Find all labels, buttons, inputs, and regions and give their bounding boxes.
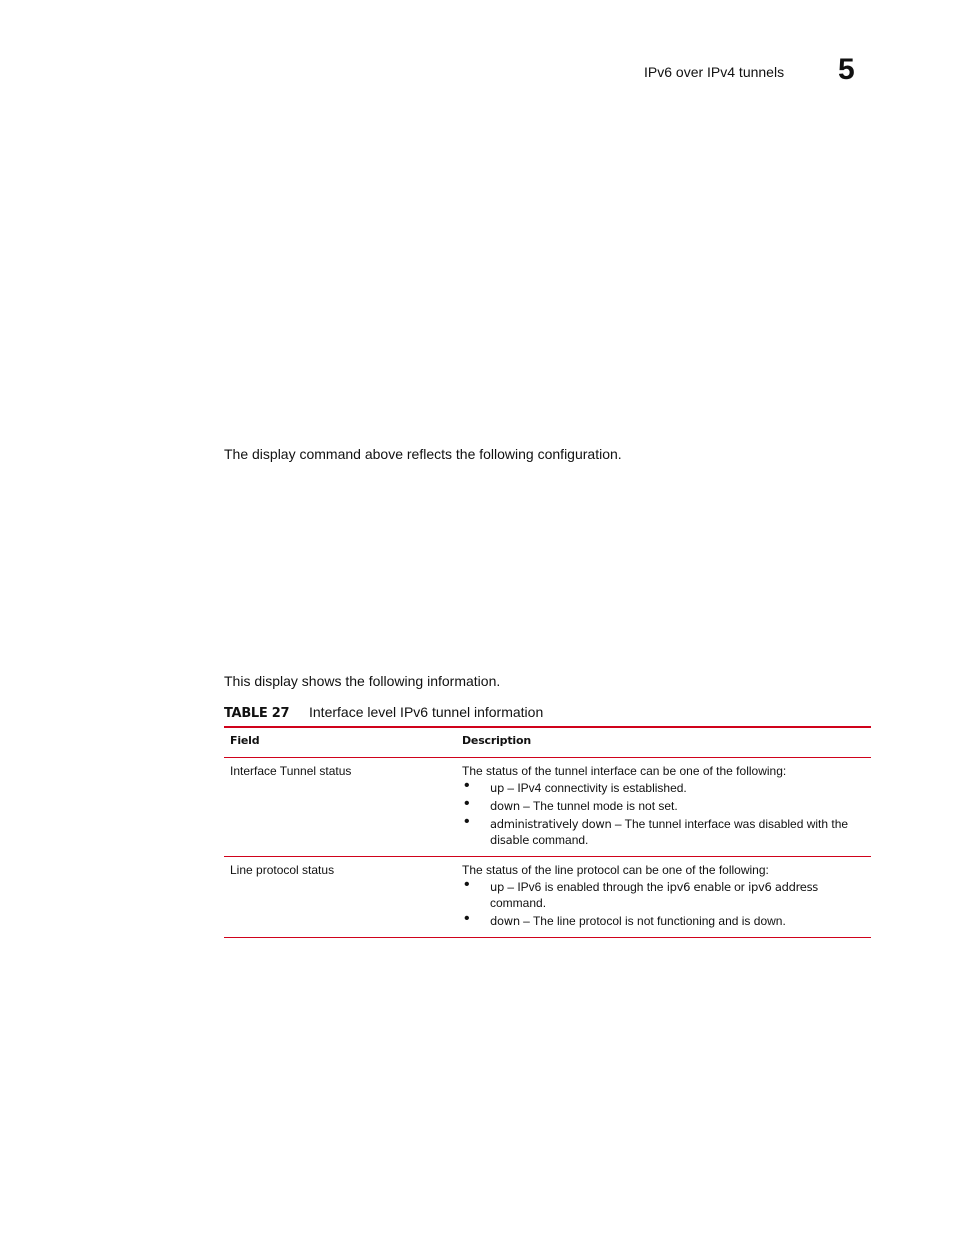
list-item (462, 780, 865, 796)
keyword: administratively down (490, 817, 612, 831)
description-intro: The status of the tunnel interface can be one of the following: (462, 764, 787, 778)
chapter-number: 5 (838, 53, 855, 86)
table-label: TABLE 27 (224, 706, 290, 721)
description-intro: The status of the line protocol can be one of the following: (462, 863, 769, 877)
option-list (462, 780, 865, 848)
list-item (462, 816, 865, 848)
table-caption (224, 704, 871, 721)
keyword: up (490, 781, 504, 795)
keyword: ipv6 address (748, 880, 818, 894)
item-text: command. (490, 896, 547, 910)
item-text: – IPv4 connectivity is established. (504, 781, 687, 795)
item-text: or (730, 880, 749, 894)
item-text: – The line protocol is not functioning and is down. (519, 914, 786, 928)
running-header-title: IPv6 over IPv4 tunnels (644, 64, 785, 80)
item-text: – The tunnel mode is not set. (519, 799, 678, 813)
keyword: down (490, 914, 520, 928)
option-list (462, 879, 865, 929)
header-field: Field (230, 734, 260, 747)
table-row (224, 857, 871, 938)
table-row (224, 758, 871, 857)
config-intro-paragraph: The display command above reflects the following configuration. (224, 446, 622, 462)
keyword: up (490, 880, 504, 894)
keyword: ipv6 enable (666, 880, 731, 894)
description-cell (456, 857, 871, 938)
header-description: Description (462, 734, 531, 747)
field-cell: Interface Tunnel status (230, 764, 352, 778)
interface-tunnel-info-table (224, 726, 871, 938)
list-item (462, 913, 865, 929)
keyword: disable (490, 833, 530, 847)
description-cell (456, 758, 871, 857)
keyword: down (490, 799, 520, 813)
list-item (462, 798, 865, 814)
display-intro-paragraph: This display shows the following information. (224, 673, 501, 689)
table-header-row (224, 727, 871, 758)
item-text: – IPv6 is enabled through the (504, 880, 667, 894)
table-caption-text: Interface level IPv6 tunnel information (309, 704, 544, 720)
item-text: command. (529, 833, 589, 847)
field-cell: Line protocol status (230, 863, 335, 877)
item-text: – The tunnel interface was disabled with the (611, 817, 849, 831)
list-item (462, 879, 865, 911)
